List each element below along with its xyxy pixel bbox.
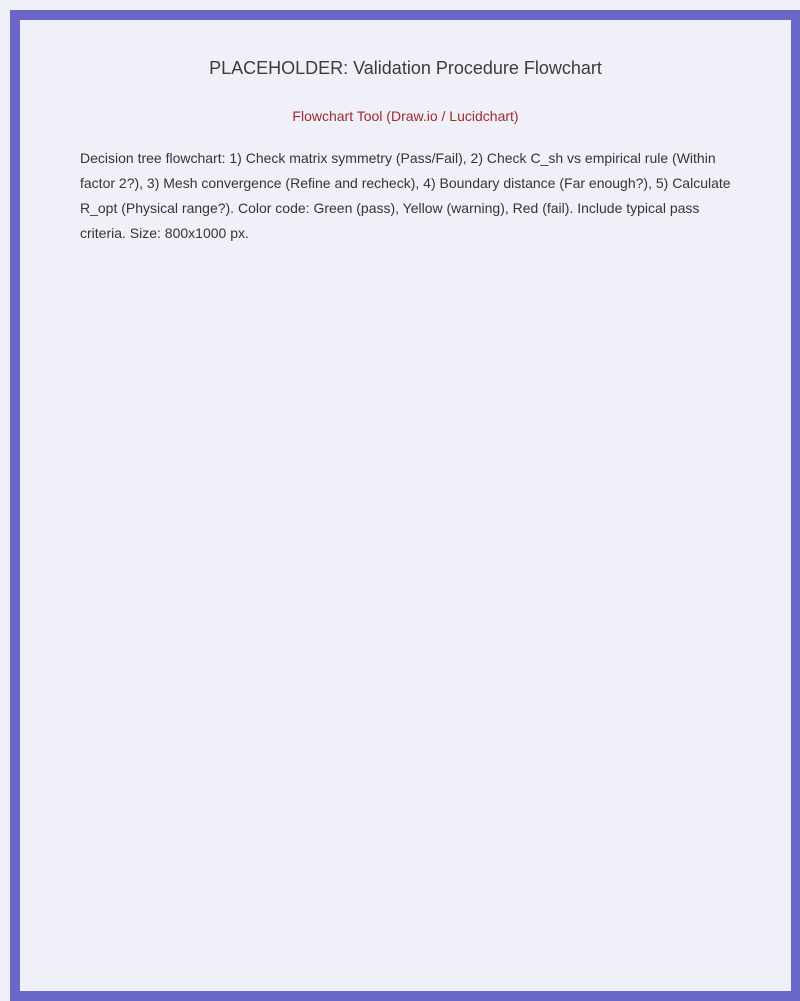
placeholder-title: PLACEHOLDER: Validation Procedure Flowchart [209,58,602,78]
tool-label: Flowchart Tool (Draw.io / Lucidchart) [292,108,519,124]
placeholder-frame [10,10,800,1001]
placeholder-description: Decision tree flowchart: 1) Check matrix symmetry (Pass/Fail), 2) Check C_sh vs empirical rule (Within factor 2?), 3) Mesh convergence (Refine and recheck), 4) Boundary distance (Far enough?), 5) Calculate R_opt (Physical range?). Color code: Green (pass), Yellow (warning), Red (fail). Include typical pass criteria. Size: 800x1000 px. [80,150,731,241]
